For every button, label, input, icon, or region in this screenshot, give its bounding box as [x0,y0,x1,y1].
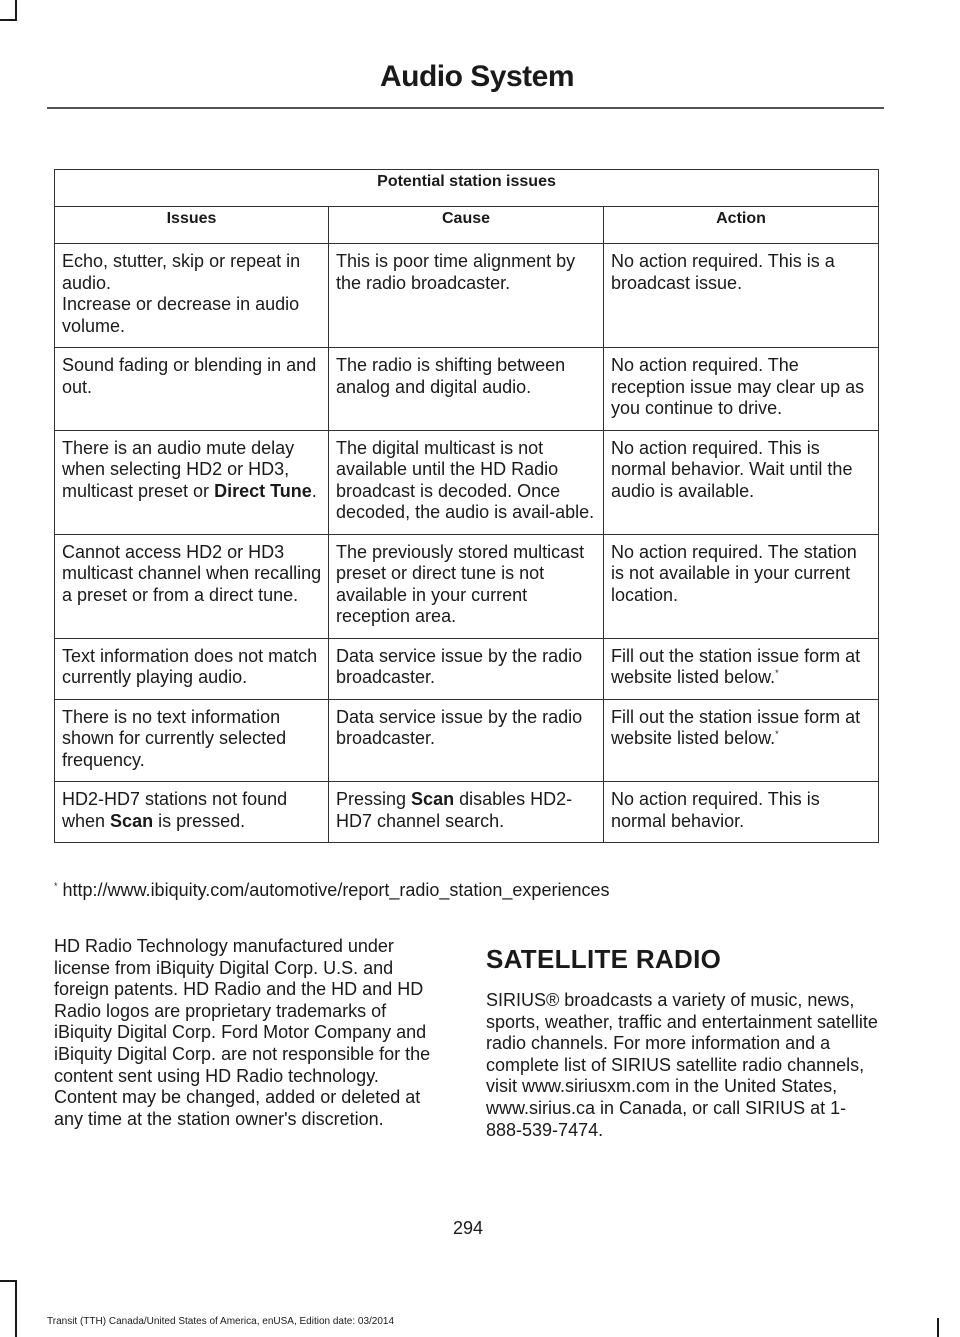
action-text: Fill out the station issue form at website listed below. [611,706,861,748]
issue-cell: There is no text information shown for currently selected frequency. [55,699,329,782]
cause-lead: Pressing [336,789,407,809]
cause-text: disables HD2-HD7 channel search. [336,789,573,831]
table-header-row [55,207,879,244]
cause-cell: Data service issue by the radio broadcaster. [329,638,604,699]
issue-tail: . [311,480,317,501]
issue-cell: Text information does not match currently playing audio. [55,638,329,699]
column-header-issues: Issues [55,207,329,244]
table-row [55,638,879,699]
issue-tail: is pressed. [158,810,246,831]
issue-cell: Sound fading or blending in and out. [55,348,329,431]
control-name: Direct Tune [214,480,312,501]
page-number: 294 [452,1218,484,1238]
table-row [55,430,879,534]
footnote [54,880,609,901]
cause-cell: The digital multicast is not available until the HD Radio broadcast is decoded. Once decoded, the audio is avail-able. [329,430,604,534]
page-title: Audio System [379,60,574,93]
footnote-url: http://www.ibiquity.com/automotive/report_radio_station_experiences [62,880,610,900]
action-cell: No action required. This is normal behavior. [604,782,879,843]
hd-radio-paragraph: HD Radio Technology manufactured under license from iBiquity Digital Corp. U.S. and foreign patents. HD Radio and the HD and HD Radio logos are proprietary trademarks of iBiquity Digital Corp. Ford Motor Company and iBiquity Digital Corp. are not responsible for the content sent using HD Radio technology. Content may be changed, added or deleted at any time at the station owner's discretion. [54,936,431,1129]
cause-cell [329,782,604,843]
section-heading-satellite-radio: SATELLITE RADIO [486,944,722,974]
issue-text: Echo, stutter, skip or repeat in audio. [62,251,301,293]
cause-cell: This is poor time alignment by the radio broadcaster. [329,244,604,348]
issue-text: There is an audio mute delay when selecting HD2 or HD3, multicast preset or [62,437,295,501]
control-name: Scan [411,789,455,809]
crop-mark [937,1318,939,1337]
footnote-marker: * [775,668,779,678]
table-row [55,699,879,782]
issue-extra-text: Increase or decrease in audio volume. [62,294,300,336]
control-name: Scan [110,810,154,831]
crop-mark [0,19,17,21]
issue-cell [55,244,329,348]
table-caption: Potential station issues [55,170,879,207]
action-cell: No action required. The reception issue may clear up as you continue to drive. [604,348,879,431]
table-row [55,244,879,348]
crop-mark [0,1280,17,1282]
footnote-marker: * [54,881,58,891]
action-cell [604,699,879,782]
cause-cell: Data service issue by the radio broadcaster. [329,699,604,782]
satellite-paragraph: SIRIUS® broadcasts a variety of music, news, sports, weather, traffic and entertainment satellite radio channels. For more information and a complete list of SIRIUS satellite radio channels, visit www.siriusxm.com in the United States, www.sirius.ca in Canada, or call SIRIUS at 1-888-539-7474. [486,990,878,1140]
footnote-marker: * [775,729,779,739]
header-divider [47,107,884,109]
issue-cell [55,430,329,534]
action-cell: No action required. This is a broadcast issue. [604,244,879,348]
station-issues-table [54,169,879,843]
column-header-cause: Cause [329,207,604,244]
issue-cell: Cannot access HD2 or HD3 multicast channel when recalling a preset or from a direct tune. [55,534,329,638]
column-header-action: Action [604,207,879,244]
table-row [55,782,879,843]
cause-cell: The radio is shifting between analog and digital audio. [329,348,604,431]
edition-footer: Transit (TTH) Canada/United States of America, enUSA, Edition date: 03/2014 [47,1316,395,1327]
table-row [55,348,879,431]
action-cell: No action required. This is normal behavior. Wait until the audio is available. [604,430,879,534]
action-cell [604,638,879,699]
action-text: Fill out the station issue form at website listed below. [611,645,861,687]
table-row [55,534,879,638]
cause-cell: The previously stored multicast preset or direct tune is not available in your current reception area. [329,534,604,638]
issue-text: HD2-HD7 stations not found when [62,789,288,831]
crop-mark [15,0,17,20]
issue-cell [55,782,329,843]
action-cell: No action required. The station is not available in your current location. [604,534,879,638]
crop-mark [15,1280,17,1337]
table-caption-row [55,170,879,207]
